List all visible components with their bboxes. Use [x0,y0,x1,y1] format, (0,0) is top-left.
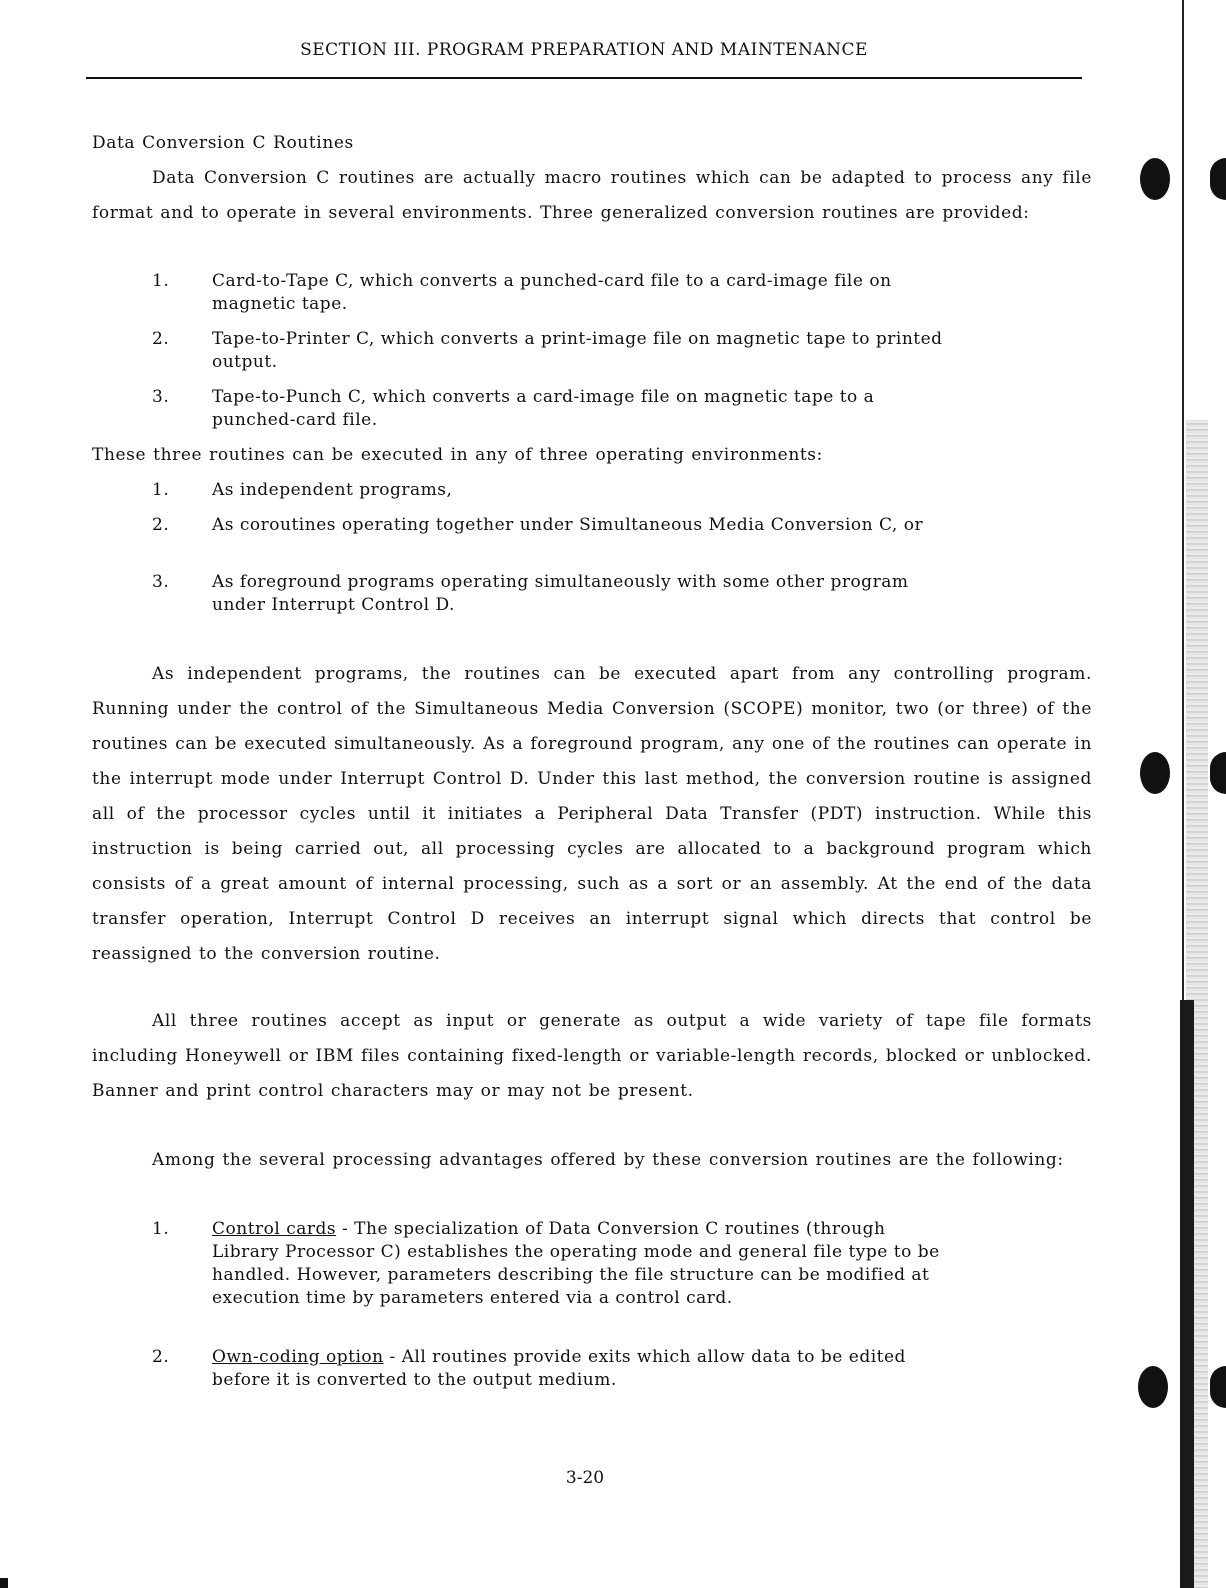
list-number: 1. [152,271,170,291]
section-title: Data Conversion C Routines [92,133,354,153]
punch-hole-edge [1210,1366,1226,1408]
spine-dark-edge [1180,1000,1194,1588]
page-number: 3-20 [565,1468,605,1488]
section-header: SECTION III. PROGRAM PREPARATION AND MAINTENANCE [300,40,868,60]
advantages-paragraph-block [92,1143,1092,1178]
intro-paragraph: Data Conversion C routines are actually macro routines which can be adapted to process any file format and to operate in several environments. Three generalized conversion routines are provided: [92,168,1092,223]
list-text: As independent programs, [212,480,453,500]
advantage-term: Control cards [212,1219,337,1239]
environments-intro-block [92,438,1092,473]
list-text-wrapper [212,1218,952,1310]
independent-paragraph-block [92,657,1092,972]
list-number: 3. [152,387,170,407]
punch-hole-edge [1210,752,1226,794]
advantage-description: - All routines provide exits which allow data to be edited before it is converted to the output medium. [212,1347,906,1390]
formats-paragraph: All three routines accept as input or generate as output a wide variety of tape file formats including Honeywell or IBM files containing fixed-length or variable-length records, blocked or unblocked. Banner and print control characters may or may not be present. [92,1011,1092,1101]
list-text: Card-to-Tape C, which converts a punched-card file to a card-image file on magnetic tape. [212,271,892,314]
environments-intro: These three routines can be executed in any of three operating environments: [92,445,823,465]
formats-paragraph-block [92,1004,1092,1109]
list-number: 3. [152,572,170,592]
scan-corner-mark [0,1578,8,1588]
punch-hole [1138,1366,1168,1408]
list-number: 2. [152,1347,170,1367]
list-text: As coroutines operating together under Simultaneous Media Conversion C, or [212,515,924,535]
punch-hole [1140,752,1170,794]
binding-edge [1180,0,1226,1588]
list-number: 2. [152,329,170,349]
list-number: 1. [152,480,170,500]
advantages-paragraph: Among the several processing advantages offered by these conversion routines are the following: [152,1150,1064,1170]
list-text: As foreground programs operating simultaneously with some other program under Interrupt Control D. [212,572,909,615]
list-text: Tape-to-Printer C, which converts a print-image file on magnetic tape to printed output. [212,329,943,372]
punch-hole [1140,158,1170,200]
header-rule [86,77,1082,79]
list-text: Tape-to-Punch C, which converts a card-image file on magnetic tape to a punched-card file. [212,387,875,430]
list-text-wrapper [212,1346,952,1392]
list-number: 1. [152,1219,170,1239]
advantage-description: - The specialization of Data Conversion C routines (through Library Processor C) establishes the operating mode and general file type to be handled. However, parameters describing the file structure can be modified at execution time by parameters entered via a control card. [212,1219,940,1308]
punch-hole-edge [1210,158,1226,200]
list-number: 2. [152,515,170,535]
independent-paragraph: As independent programs, the routines can be executed apart from any controlling program. Running under the control of the Simultaneous Media Conversion (SCOPE) monitor, two (or three) of the routines can be executed simultaneously. As a foreground program, any one of the routines can operate in the interrupt mode under Interrupt Control D. Under this last method, the conversion routine is assigned all of the processor cycles until it initiates a Peripheral Data Transfer (PDT) instruction. While this instruction is being carried out, all processing cycles are allocated to a background program which consists of a great amount of internal processing, such as a sort or an assembly. At the end of the data transfer operation, Interrupt Control D receives an interrupt signal which directs that control be reassigned to the conversion routine. [92,664,1092,964]
section-block-intro [92,126,1092,231]
advantage-term: Own-coding option [212,1347,384,1367]
